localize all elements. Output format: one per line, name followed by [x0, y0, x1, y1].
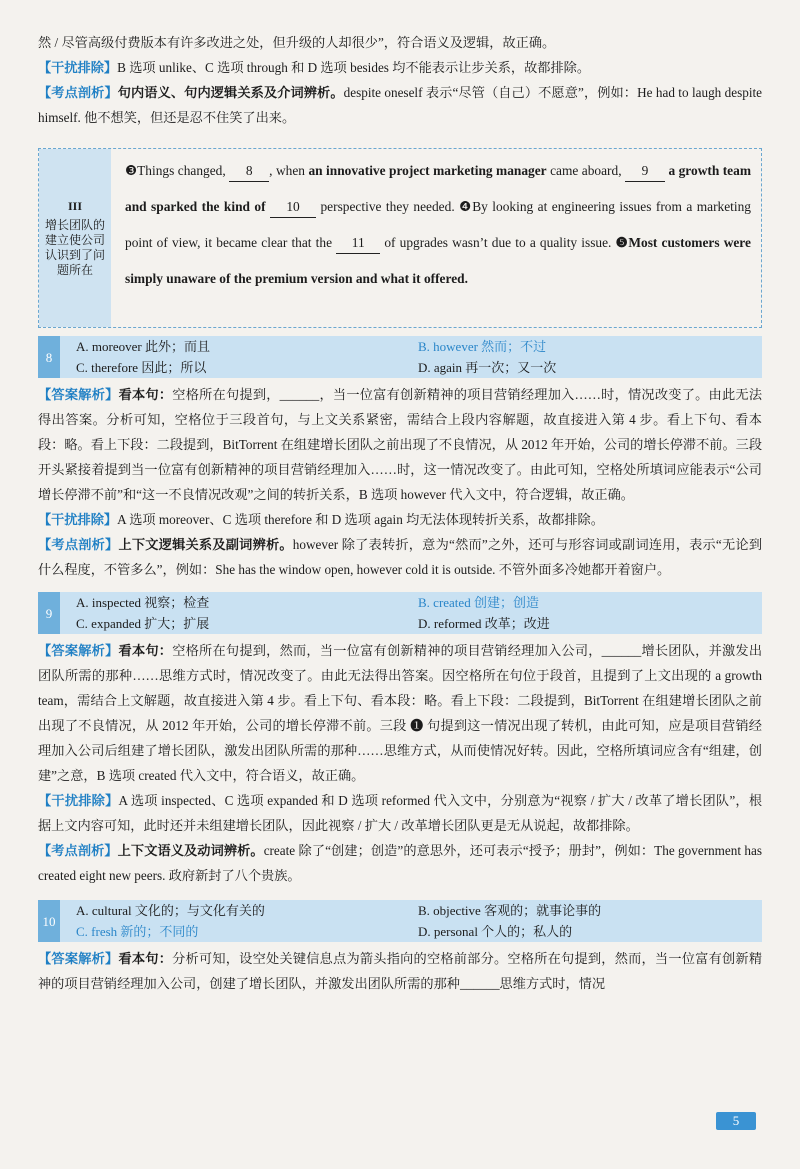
- question-number: 10: [38, 900, 60, 942]
- option-d: D. personal 个人的；私人的: [418, 923, 573, 939]
- distractor-paragraph: [38, 55, 762, 80]
- passage-sentence: ❹By looking at engineering issues from a marketing point of view, it became clear that the: [125, 199, 752, 250]
- options-grid: [60, 336, 762, 378]
- option-a: A. moreover 此外；而且: [76, 339, 210, 354]
- paragraph-number: III: [67, 198, 82, 213]
- passage-bold-phrase: a growth team and sparked the kind of: [125, 163, 751, 214]
- option-a: A. cultural 文化的；与文化有关的: [76, 903, 265, 918]
- section-tag: 【干扰排除】: [38, 512, 118, 527]
- options-grid: [60, 592, 762, 634]
- key-point-title: 上下文语义及动词辨析。: [117, 843, 264, 858]
- section-tag: 【干扰排除】: [38, 60, 118, 75]
- section-tag: 【考点剖析】: [38, 537, 119, 552]
- passage-sentence: of upgrades wasn’t due to a quality issue.: [384, 235, 612, 250]
- blank-9: 9: [625, 161, 665, 182]
- paragraph-text: however 除了表转折，意为“然而”之外，还可与形容词或副词连用，表示“无论到什么程度，不管多么”，例如：She has the window open, however cold it is outside. 不管外面多冷她都开着窗户。: [38, 537, 763, 577]
- options-box-8: [38, 336, 762, 378]
- paragraph-text: 空格所在句提到，然而，当一位富有创新精神的项目营销经理加入公司，______增长团队，并激发出团队所需的那种……思维方式时，情况改变了。由此无法得出答案。因空格所在句位于段首，且提到了上文出现的 a growth team，需结合上文解题，故直接进入第 4 步。看上下句、看本段：略。看上下段：二段提到，BitTorrent 在组建增长团队之前出现了不良情况，从 2012 年开始，公司的增长停滞不前。三段 ❶ 句提到这一情况出现了转机，由此可知，应是项目营销经理加入公司后组建了增长团队，激发出团队所需的那种……思维方式，从而使情况好转。因此，空格所填词应含有“组建，创建”之意，B 选项 created 代入文中，符合语义，故正确。: [38, 643, 763, 783]
- question-number: 8: [38, 336, 60, 378]
- passage-sentence: perspective they needed.: [320, 199, 455, 214]
- answer-paragraph: [38, 946, 762, 996]
- answer-paragraph: [38, 382, 762, 507]
- distractor-paragraph: [38, 788, 762, 838]
- answer-paragraph: [38, 638, 762, 788]
- section-tag: 【答案解析】: [38, 643, 119, 658]
- distractor-paragraph: [38, 507, 762, 532]
- blank-11: 11: [336, 233, 380, 254]
- step-label: 看本句：: [118, 951, 173, 966]
- passage-sidebar: [39, 149, 111, 327]
- page-number: 5: [716, 1112, 756, 1130]
- paragraph-text: A 选项 moreover、C 选项 therefore 和 D 选项 again 均无法体现转折关系，故都排除。: [117, 512, 604, 527]
- paragraph-text: 分析可知，设空处关键信息点为箭头指向的空格前部分。空格所在句提到，然而，当一位富有创新精神的项目营销经理加入公司，创建了增长团队，并激发出团队所需的那种______思维方式时，情况: [38, 951, 763, 991]
- page-content: [38, 30, 762, 996]
- step-label: 看本句：: [118, 643, 173, 658]
- options-box-9: [38, 592, 762, 634]
- option-d: D. again 再一次；又一次: [418, 359, 557, 375]
- passage-text: [111, 149, 761, 327]
- paragraph-text: 空格所在句提到，______，当一位富有创新精神的项目营销经理加入……时，情况改变了。由此无法得出答案。分析可知，空格位于三段首句，与上文关系紧密，需结合上段内容解题，故直接进入第 4 步。看上下句、看本段：略。看上下段：二段提到，BitTorrent 在组建增长团队之前出现了不良情况，从 2012 年开始，公司的增长停滞不前。三段开头紧接着提到当一位富有创新精神的项目营销经理加入……时，这一情况改变了。由此可知，空格处所填词应能表示“公司增长停滞不前”和“这一不良情况改观”之间的转折关系，B 选项 however 代入文中，符合逻辑，故正确。: [38, 387, 763, 502]
- passage-bold-phrase: an innovative project marketing manager: [308, 163, 547, 178]
- blank-8: 8: [229, 161, 269, 182]
- options-grid: [60, 900, 762, 942]
- option-c: C. therefore 因此；所以: [76, 359, 207, 375]
- option-d: D. reformed 改革；改进: [418, 615, 550, 631]
- passage-bold-sentence: ❺Most customers were simply unaware of the premium version and what it offered.: [125, 235, 751, 286]
- step-label: 看本句：: [118, 387, 173, 402]
- option-b-correct: B. however 然而；不过: [418, 339, 547, 354]
- option-b: B. objective 客观的；就事论事的: [418, 903, 602, 918]
- key-point-paragraph: [38, 532, 762, 582]
- section-tag: 【答案解析】: [38, 387, 119, 402]
- key-point-paragraph: [38, 838, 762, 888]
- paragraph-text: B 选项 unlike、C 选项 through 和 D 选项 besides 均不能表示让步关系，故都排除。: [117, 60, 591, 75]
- paragraph-text: A 选项 inspected、C 选项 expanded 和 D 选项 reformed 代入文中，分别意为“视察 / 扩大 / 改革了增长团队”，根据上文内容可知，此时还并未组建增长团队，因此视察 / 扩大 / 改革增长团队更是无从说起，故都排除。: [38, 793, 763, 833]
- options-box-10: [38, 900, 762, 942]
- paragraph-summary: 增长团队的建立使公司认识到了问题所在: [44, 217, 105, 277]
- passage-box: [38, 148, 762, 328]
- key-point-title: 上下文逻辑关系及副词辨析。: [118, 537, 293, 552]
- option-a: A. inspected 视察；检查: [76, 595, 210, 610]
- section-tag: 【答案解析】: [38, 951, 119, 966]
- key-point-title: 句内语义、句内逻辑关系及介词辨析。: [117, 85, 344, 100]
- paragraph-text: create 除了“创建；创造”的意思外，还可表示“授予；册封”，例如：The government has created eight new peers. 政府新封了八个贵族。: [38, 843, 763, 883]
- blank-10: 10: [270, 197, 316, 218]
- passage-sentence: came aboard,: [550, 163, 622, 178]
- key-point-paragraph: [38, 80, 762, 130]
- question-number: 9: [38, 592, 60, 634]
- option-c: C. expanded 扩大；扩展: [76, 615, 210, 631]
- passage-sentence: , when: [269, 163, 305, 178]
- section-tag: 【考点剖析】: [38, 843, 118, 858]
- section-tag: 【干扰排除】: [38, 793, 119, 808]
- section-tag: 【考点剖析】: [38, 85, 118, 100]
- paragraph-text: despite oneself 表示“尽管（自己）不愿意”，例如：He had to laugh despite himself. 他不想笑，但还是忍不住笑了出来。: [38, 85, 763, 125]
- intro-line: 然 / 尽管高级付费版本有许多改进之处，但升级的人却很少”，符合语义及逻辑，故正确。: [38, 35, 556, 50]
- option-b-correct: B. created 创建；创造: [418, 595, 539, 610]
- passage-sentence: ❸Things changed,: [125, 163, 226, 178]
- option-c-correct: C. fresh 新的；不同的: [76, 923, 199, 939]
